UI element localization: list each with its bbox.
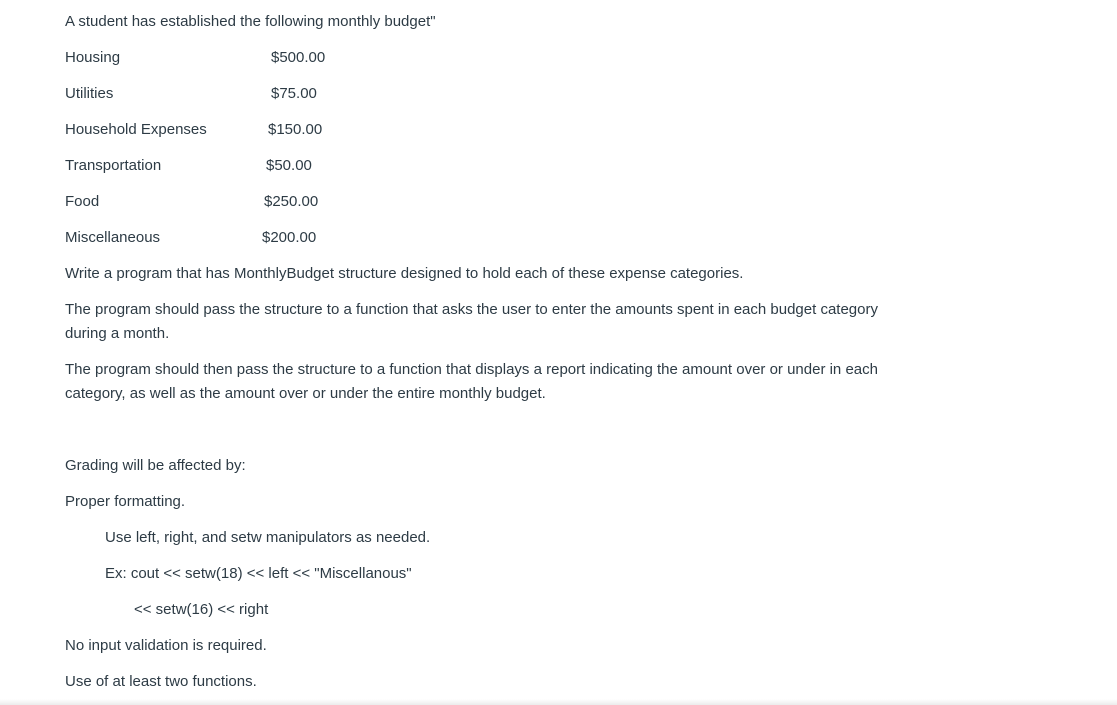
budget-label-household: Household Expenses: [65, 121, 207, 138]
budget-label-housing: Housing: [65, 49, 121, 66]
grading-functions: Use of at least two functions.: [65, 673, 257, 690]
grading-heading: Grading will be affected by:: [65, 457, 246, 474]
budget-amount-utilities: $75.00: [271, 85, 317, 102]
bottom-edge-shadow: [0, 699, 1117, 705]
budget-label-food: Food: [65, 193, 100, 210]
budget-amount-miscellaneous: $200.00: [262, 229, 317, 246]
budget-label-transportation: Transportation: [65, 157, 162, 174]
grading-validation: No input validation is required.: [65, 637, 267, 654]
budget-label-utilities: Utilities: [65, 85, 114, 102]
paragraph-report-function: The program should then pass the structure to a function that displays a report indicating the amount over or under in each category, as well as the amount over or under the entire monthly budget.: [65, 361, 878, 402]
budget-amount-housing: $500.00: [271, 49, 326, 66]
grading-formatting: Proper formatting.: [65, 493, 186, 510]
budget-amount-food: $250.00: [264, 193, 319, 210]
grading-manipulators: Use left, right, and setw manipulators as needed.: [105, 529, 431, 546]
intro-text: A student has established the following monthly budget": [65, 13, 436, 30]
budget-amount-transportation: $50.00: [266, 157, 312, 174]
paragraph-structure: Write a program that has MonthlyBudget structure designed to hold each of these expense categories.: [65, 265, 744, 282]
budget-amount-household: $150.00: [268, 121, 323, 138]
budget-label-miscellaneous: Miscellaneous: [65, 229, 161, 246]
grading-example-line1: Ex: cout << setw(18) << left << "Miscellanous": [105, 565, 412, 582]
grading-example-line2: << setw(16) << right: [134, 601, 269, 618]
paragraph-input-function: The program should pass the structure to a function that asks the user to enter the amounts spent in each budget category during a month.: [65, 301, 878, 342]
